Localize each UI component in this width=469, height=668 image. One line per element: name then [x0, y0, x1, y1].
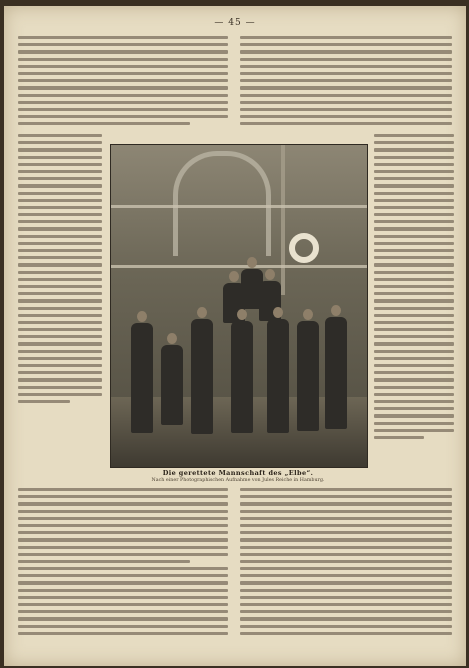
right-narrow-column: [374, 134, 454, 443]
caption-credit: Nach einer Photographischen Aufnahme von Jules Reiche in Hamburg.: [151, 478, 325, 483]
page-number: — 45 —: [214, 18, 256, 28]
crew-photograph: [110, 144, 368, 468]
bottom-text-left: [18, 488, 228, 639]
crew-member: [131, 311, 153, 433]
lifebuoy: [289, 233, 319, 263]
top-text-block-right: [240, 36, 452, 129]
top-text-block-left: [18, 36, 228, 129]
ship-mast: [281, 145, 285, 295]
caption-title: Die gerettete Mannschaft des „Elbe“.: [162, 469, 314, 477]
bottom-text-right: [240, 488, 452, 639]
crew-member: [325, 305, 347, 429]
ship-rail: [111, 265, 367, 268]
ship-arch: [173, 151, 271, 256]
crew-member: [191, 307, 213, 434]
crew-member: [267, 307, 289, 433]
ship-rail: [111, 205, 367, 208]
left-narrow-column: [18, 134, 102, 407]
newspaper-page: [4, 6, 466, 666]
crew-member: [297, 309, 319, 431]
crew-member: [231, 309, 253, 433]
figure-caption: [110, 469, 366, 483]
crew-member: [161, 333, 183, 425]
